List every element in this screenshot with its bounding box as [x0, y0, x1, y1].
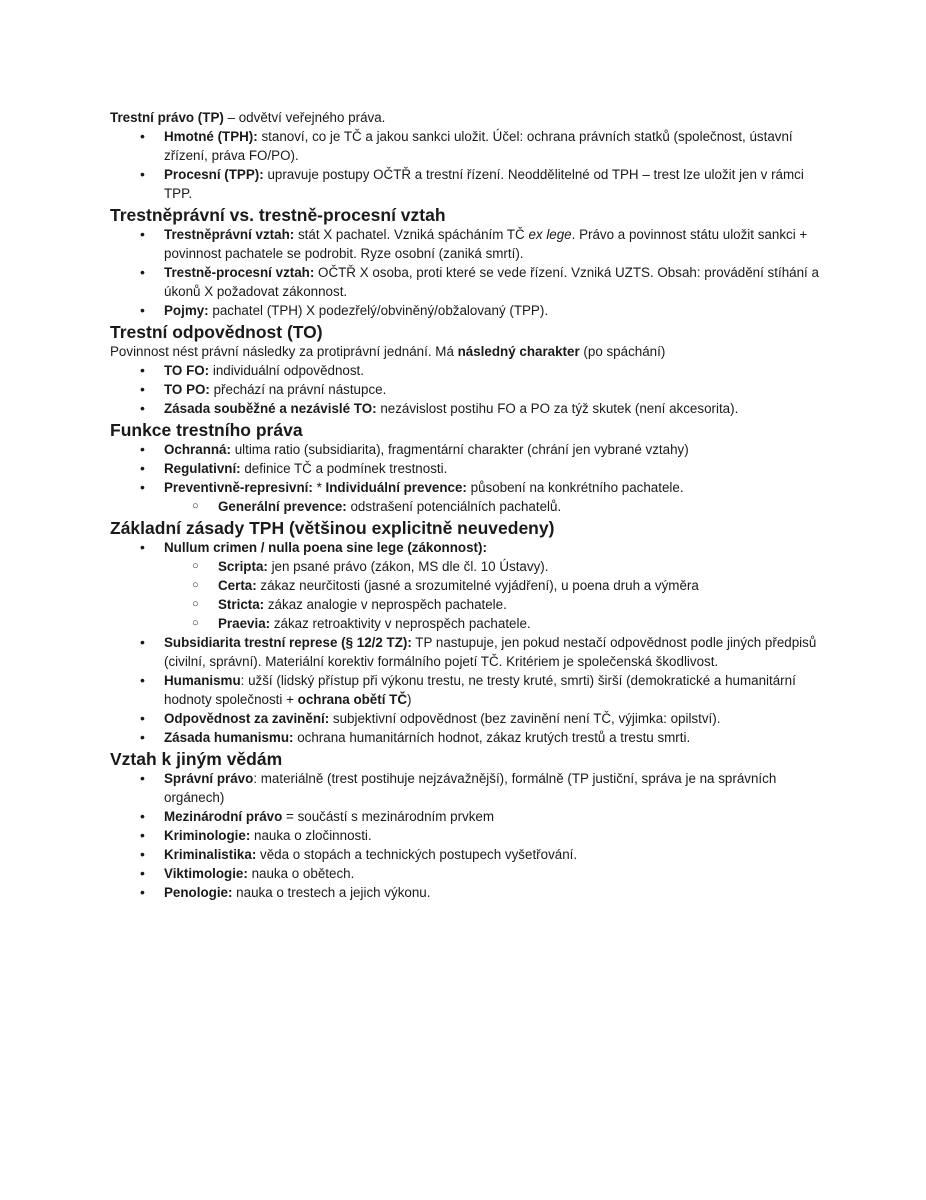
intro-term: Trestní právo (TP)	[110, 110, 224, 125]
list-item	[110, 709, 830, 728]
intro-text: (po spáchání)	[579, 344, 666, 359]
list-item	[110, 728, 830, 747]
item-term: Kriminalistika:	[164, 847, 257, 862]
item-term: Penologie:	[164, 885, 233, 900]
item-term: Zásada souběžné a nezávislé TO:	[164, 401, 377, 416]
list-item	[110, 807, 830, 826]
item-term: Subsidiarita trestní represe (§ 12/2 TZ):	[164, 635, 412, 650]
law-types-list	[110, 127, 830, 203]
document-body	[110, 108, 830, 902]
item-text: )	[407, 692, 412, 707]
item-text: stát X pachatel. Vzniká spácháním TČ	[294, 227, 529, 242]
item-term: Odpovědnost za zavinění:	[164, 711, 330, 726]
intro-text: Povinnost nést právní následky za protiprávní jednání. Má	[110, 344, 458, 359]
item-bold: Individuální prevence:	[325, 480, 467, 495]
item-text: přechází na právní nástupce.	[209, 382, 387, 397]
list-item	[110, 301, 830, 320]
item-term: Zásada humanismu:	[164, 730, 294, 745]
list-item	[110, 538, 830, 633]
relations-list	[110, 225, 830, 320]
item-term: Regulativní:	[164, 461, 241, 476]
item-term: Certa:	[218, 578, 257, 593]
item-term: Trestně-procesní vztah:	[164, 265, 315, 280]
item-term: TO FO:	[164, 363, 210, 378]
item-term: Humanismu	[164, 673, 241, 688]
item-text: nauka o zločinnosti.	[250, 828, 372, 843]
list-item	[110, 769, 830, 807]
item-term: Viktimologie:	[164, 866, 248, 881]
list-item	[110, 361, 830, 380]
list-item	[110, 826, 830, 845]
item-text: nauka o trestech a jejich výkonu.	[232, 885, 431, 900]
intro-text: – odvětví veřejného práva.	[223, 110, 386, 125]
section-heading: Trestní odpovědnost (TO)	[110, 322, 323, 342]
list-item	[110, 883, 830, 902]
item-text: jen psané právo (zákon, MS dle čl. 10 Ústavy).	[267, 559, 549, 574]
sub-list	[164, 557, 830, 633]
item-text: zákaz analogie v neprospěch pachatele.	[264, 597, 507, 612]
principles-list	[110, 538, 830, 747]
item-term: Stricta:	[218, 597, 265, 612]
item-text: zákaz neurčitosti (jasné a srozumitelné vyjádření), u poena druh a výměra	[256, 578, 699, 593]
sub-list-item	[110, 557, 830, 576]
list-item	[110, 380, 830, 399]
list-item	[110, 263, 830, 301]
item-text: OČTŘ X osoba, proti které se vede řízení. Vzniká UZTS. Obsah: provádění stíhání a úkonů X požadovat zákonnost.	[164, 265, 819, 299]
list-item	[110, 478, 830, 516]
item-text: ochrana humanitárních hodnot, zákaz krutých trestů a trestu smrti.	[293, 730, 691, 745]
functions-list	[110, 440, 830, 516]
item-term: Praevia:	[218, 616, 271, 631]
item-text: = součástí s mezinárodním prvkem	[282, 809, 495, 824]
section-intro	[110, 342, 830, 361]
list-item	[110, 864, 830, 883]
item-text: zákaz retroaktivity v neprospěch pachatele.	[270, 616, 531, 631]
intro-bold: následný charakter	[457, 344, 580, 359]
list-item	[110, 440, 830, 459]
list-item	[110, 459, 830, 478]
item-term: Ochranná:	[164, 442, 231, 457]
item-text: subjektivní odpovědnost (bez zavinění není TČ, výjimka: opilství).	[329, 711, 721, 726]
liability-list	[110, 361, 830, 418]
item-text: nauka o obětech.	[247, 866, 355, 881]
sub-list-item	[110, 497, 830, 516]
intro-paragraph	[110, 108, 830, 127]
item-italic: ex lege	[528, 227, 572, 242]
item-term: Scripta:	[218, 559, 268, 574]
list-item	[110, 671, 830, 709]
item-term: Kriminologie:	[164, 828, 251, 843]
list-item	[110, 633, 830, 671]
list-item	[110, 845, 830, 864]
sciences-list	[110, 769, 830, 902]
item-text: ultima ratio (subsidiarita), fragmentární charakter (chrání jen vybrané vztahy)	[230, 442, 689, 457]
item-bold: ochrana obětí TČ	[297, 692, 408, 707]
item-term: Procesní (TPP):	[164, 167, 264, 182]
section-heading: Trestněprávní vs. trestně-procesní vztah	[110, 205, 446, 225]
sub-list-item	[110, 614, 830, 633]
list-item	[110, 165, 830, 203]
list-item	[110, 225, 830, 263]
item-text: . Právo a povinnost státu uložit sankci + povinnost pachatele se podrobit. Ryze osobní (zaniká smrtí).	[164, 227, 808, 261]
item-text: pachatel (TPH) X podezřelý/obviněný/obžalovaný (TPP).	[208, 303, 549, 318]
list-item	[110, 127, 830, 165]
item-text: TP nastupuje, jen pokud nestačí odpovědnost podle jiných předpisů (civilní, správní). Materiální korektiv formálního pojetí TČ. Kritériem je společenská škodlivost.	[164, 635, 817, 669]
item-term: Generální prevence:	[218, 499, 347, 514]
item-term: Preventivně-represivní:	[164, 480, 313, 495]
item-text: definice TČ a podmínek trestnosti.	[240, 461, 448, 476]
sub-list-item	[110, 595, 830, 614]
item-text: věda o stopách a technických postupech vyšetřování.	[256, 847, 578, 862]
item-text: odstrašení potenciálních pachatelů.	[346, 499, 562, 514]
item-text: stanoví, co je TČ a jakou sankci uložit. Účel: ochrana právních statků (společnost, ústavní zřízení, práva FO/PO).	[164, 129, 793, 163]
item-term: Nullum crimen / nulla poena sine lege (zákonnost):	[164, 540, 487, 555]
item-text: : materiálně (trest postihuje nejzávažnější), formálně (TP justiční, správa je na správních orgánech)	[164, 771, 777, 805]
section-heading: Vztah k jiným vědám	[110, 749, 283, 769]
item-text: individuální odpovědnost.	[209, 363, 364, 378]
item-term: Pojmy:	[164, 303, 209, 318]
list-item	[110, 399, 830, 418]
item-term: Mezinárodní právo	[164, 809, 283, 824]
sub-list-item	[110, 576, 830, 595]
item-text: *	[312, 480, 326, 495]
item-term: Hmotné (TPH):	[164, 129, 258, 144]
item-text: působení na konkrétního pachatele.	[466, 480, 684, 495]
item-text: : užší (lidský přístup při výkonu trestu, ne tresty kruté, smrti) širší (demokratické a humanitární hodnoty společnosti +	[164, 673, 796, 707]
sub-list	[164, 497, 830, 516]
section-heading: Funkce trestního práva	[110, 420, 303, 440]
section-heading: Základní zásady TPH (většinou explicitně neuvedeny)	[110, 518, 555, 538]
item-text: nezávislost postihu FO a PO za týž skutek (není akcesorita).	[376, 401, 739, 416]
item-text: upravuje postupy OČTŘ a trestní řízení. Neoddělitelné od TPH – trest lze uložit jen v rámci TPP.	[164, 167, 804, 201]
item-term: Správní právo	[164, 771, 254, 786]
item-term: Trestněprávní vztah:	[164, 227, 295, 242]
item-term: TO PO:	[164, 382, 210, 397]
